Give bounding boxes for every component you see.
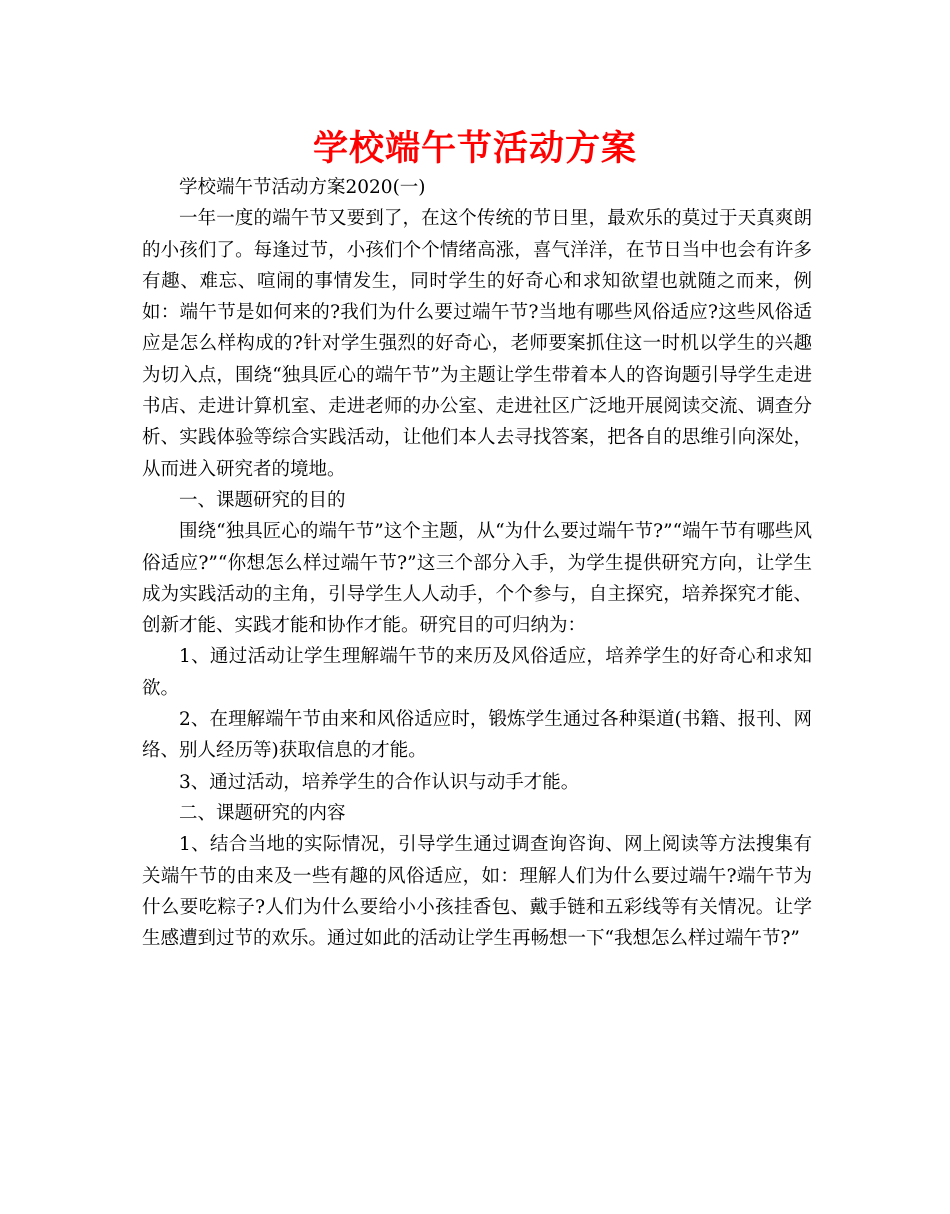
document-title: 学校端午节活动方案 (312, 128, 637, 169)
subtitle-paragraph: 学校端午节活动方案2020(一) (179, 177, 426, 198)
purpose-item-1: 1、通过活动让学生理解端午节的来历及风俗适应，培养学生的好奇心和求知欲。 (142, 646, 812, 699)
intro-paragraph: 一年一度的端午节又要到了，在这个传统的节日里，最欢乐的莫过于天真爽朗的小孩们了。每逢过节，小孩们个个情绪高涨，喜气洋洋，在节日当中也会有许多有趣、难忘、喧闹的事情发生，同时学生的好奇心和求知欲望也就随之而来，例如：端午节是如何来的?我们为什么要过端午节?当地有哪些风俗适应?这些风俗适应是怎么样构成的?针对学生强烈的好奇心，老师要案抓住这一时机以学生的兴趣为切入点，围绕“独具匠心的端午节”为主题让学生带着本人的咨询题引导学生走进书店、走进计算机室、走进老师的办公室、走进社区广泛地开展阅读交流、调查分析、实践体验等综合实践活动，让他们本人去寻找答案，把各自的思维引向深处，从而进入研究者的境地。 (142, 208, 812, 480)
content-item-1: 1、结合当地的实际情况，引导学生通过调查询咨询、网上阅读等方法搜集有关端午节的由来及一些有趣的风俗适应，如：理解人们为什么要过端午?端午节为什么要吃粽子?人们为什么要给小小孩挂香包、戴手链和五彩线等有关情况。让学生感遭到过节的欢乐。通过如此的活动让学生再畅想一下“我想怎么样过端午节?” (142, 834, 812, 950)
document-body (142, 172, 812, 954)
section-heading-purpose: 一、课题研究的目的 (179, 489, 346, 511)
purpose-paragraph: 围绕“独具匠心的端午节”这个主题，从“为什么要过端午节?”“端午节有哪些风俗适应?”“你想怎么样过端午节?”这三个部分入手，为学生提供研究方向，让学生成为实践活动的主角，引导学生人人动手，个个参与，自主探究，培养探究才能、创新才能、实践才能和协作才能。研究目的可归纳为： (142, 521, 812, 637)
purpose-item-3: 3、通过活动，培养学生的合作认识与动手才能。 (179, 771, 580, 793)
section-heading-content: 二、课题研究的内容 (179, 802, 346, 824)
purpose-item-2: 2、在理解端午节由来和风俗适应时，锻炼学生通过各种渠道(书籍、报刊、网络、别人经历等)获取信息的才能。 (142, 709, 812, 762)
